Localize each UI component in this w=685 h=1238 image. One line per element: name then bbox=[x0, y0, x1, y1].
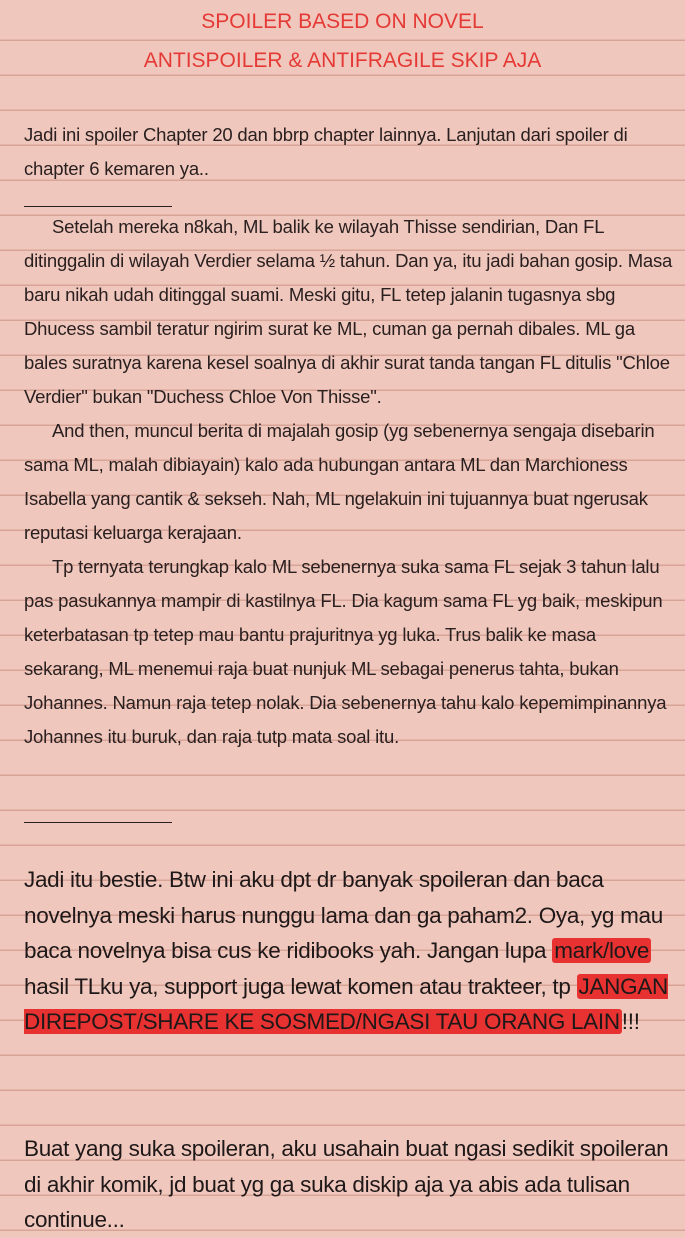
closing-text: Buat yang suka spoileran, aku usahain buat ngasi sedikit spoileran di akhir komik, jd buat yg ga suka diskip aja ya abis ada tulisan continue... bbox=[24, 1136, 669, 1232]
story-paragraph-3: Tp ternyata terungkap kalo ML sebenernya suka sama FL sejak 3 tahun lalu pas pasukannya mampir di kastilnya FL. Dia kagum sama FL yg baik, meskipun keterbatasan tp tetep mau bantu prajuritnya yg luka. Trus balik ke masa sekarang, ML menemui raja buat nunjuk ML sebagai penerus tahta, bukan Johannes. Namun raja tetep nolak. Dia sebenernya tahu kalo kepemimpinannya Johannes itu buruk, dan raja tutp mata soal itu. bbox=[24, 556, 667, 747]
story-paragraph-1: Setelah mereka n8kah, ML balik ke wilayah Thisse sendirian, Dan FL ditinggalin di wilayah Verdier selama ½ tahun. Dan ya, itu jadi bahan gosip. Masa baru nikah udah ditinggal suami. Meski gitu, FL tetep jalanin tugasnya sbg Dhucess sambil teratur ngirim surat ke ML, cuman ga pernah dibales. ML ga bales suratnya karena kesel soalnya di akhir surat tanda tangan FL ditulis "Chloe Verdier" bukan "Duchess Chloe Von Thisse". bbox=[24, 216, 673, 407]
divider-top bbox=[24, 206, 172, 207]
outro-part-2: hasil TLku ya, support juga lewat komen atau trakteer, tp bbox=[24, 973, 577, 999]
highlight-mark-love: mark/love bbox=[554, 938, 650, 963]
outro-text bbox=[24, 862, 674, 1040]
divider-bottom bbox=[24, 822, 172, 823]
story-block bbox=[24, 210, 674, 754]
outro-part-3: !!! bbox=[621, 1009, 640, 1034]
header-title: SPOILER BASED ON NOVEL bbox=[201, 10, 484, 33]
story-paragraph-2: And then, muncul berita di majalah gosip (yg sebenernya sengaja disebarin sama ML, malah dibiayain) kalo ada hubungan antara ML dan Marchioness Isabella yang cantik & sekseh. Nah, ML ngelakuin ini tujuannya buat ngerusak reputasi keluarga kerajaan. bbox=[24, 420, 655, 543]
highlight-no-repost: JANGAN DIREPOST/SHARE KE SOSMED/NGASI TAU ORANG LAIN bbox=[24, 973, 668, 1034]
intro-text: Jadi ini spoiler Chapter 20 dan bbrp chapter lainnya. Lanjutan dari spoiler di chapter 6 kemaren ya.. bbox=[24, 124, 628, 179]
header-warning: ANTISPOILER & ANTIFRAGILE SKIP AJA bbox=[143, 49, 542, 72]
outro-part-1: Jadi itu bestie. Btw ini aku dpt dr banyak spoileran dan baca novelnya meski harus nunggu lama dan ga paham2. Oya, yg mau baca novelnya bisa cus ke ridibooks yah. Jangan lupa bbox=[24, 867, 663, 963]
